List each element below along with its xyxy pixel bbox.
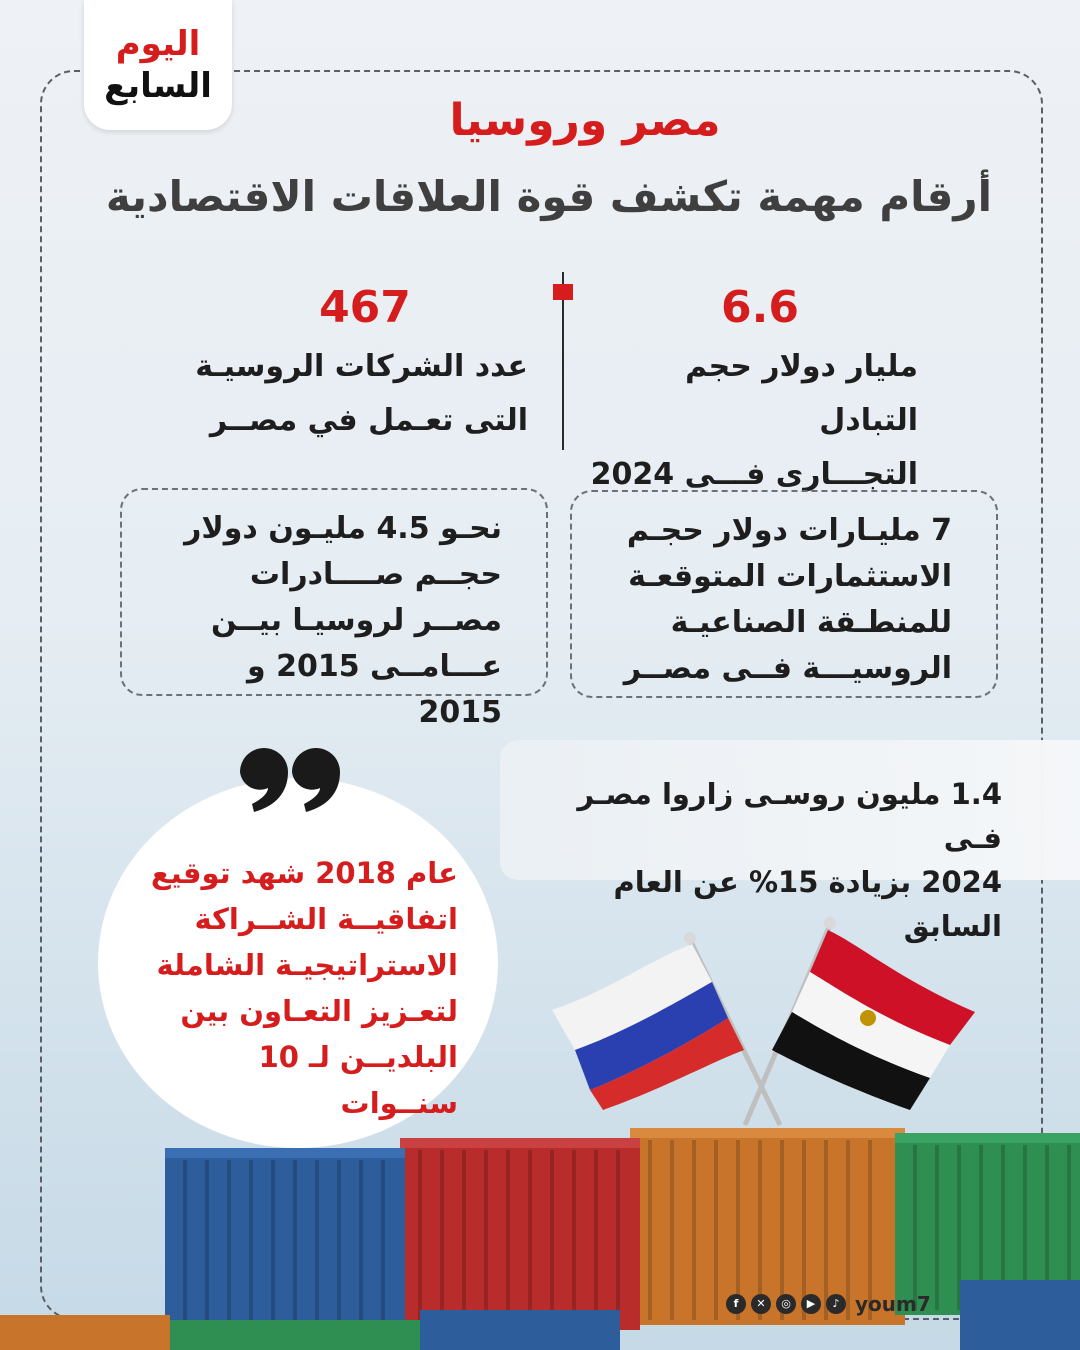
companies-number: 467	[319, 282, 411, 333]
tourists-line2: 2024 بزيادة 15% عن العام السابق	[613, 865, 1002, 943]
russia-flag	[552, 944, 744, 1110]
trade-volume-line2: التجـــارى فـــى 2024	[590, 457, 918, 492]
page-subtitle: أرقام مهمة تكشف قوة العلاقات الاقتصادية	[105, 172, 992, 221]
quote-icon	[236, 744, 344, 814]
egypt-flag	[772, 930, 975, 1110]
companies-line2: التى تعـمل في مصــر	[209, 403, 528, 438]
companies-text	[190, 340, 528, 448]
trade-volume-number: 6.6	[721, 282, 799, 333]
exports-line4: عـــامــى 2015 و 2015	[247, 649, 502, 730]
divider-marker	[553, 284, 573, 300]
investments-box	[570, 490, 998, 698]
exports-line2: حجــم صــــادرات	[249, 557, 502, 592]
social-handle: youm7	[855, 1292, 931, 1316]
exports-box	[120, 488, 548, 730]
facebook-icon[interactable]: f	[726, 1294, 746, 1314]
exports-line1: نحـو 4.5 مليـون دولار	[184, 511, 502, 546]
investments-line4: الروسيـــة فــى مصــر	[623, 651, 952, 686]
quote-line4: لتعـزيز التعـاون بين	[180, 994, 458, 1028]
trade-volume-text	[590, 340, 918, 502]
logo-line1: اليوم	[115, 24, 201, 64]
quote-line2: اتفاقيــة الشــراكة	[194, 902, 458, 936]
instagram-icon[interactable]: ◎	[776, 1294, 796, 1314]
tiktok-icon[interactable]: ♪	[826, 1294, 846, 1314]
investments-line2: الاستثمارات المتوقعـة	[628, 559, 952, 594]
companies-line1: عدد الشركات الروسيـة	[195, 349, 528, 384]
containers-flags-illustration	[0, 900, 1080, 1350]
social-bar	[726, 1292, 931, 1316]
exports-line3: مصــر لروسيـا بيــن	[210, 603, 502, 638]
red-container	[400, 1145, 640, 1330]
youtube-icon[interactable]: ▶	[801, 1294, 821, 1314]
logo-line2: السابع	[104, 66, 212, 106]
quote-line5: البلديــن لـ 10 سنــوات	[258, 1040, 458, 1120]
trade-volume-line1: مليار دولار حجم التبادل	[685, 349, 918, 438]
quote-line3: الاستراتيجيـة الشاملة	[156, 948, 458, 982]
tourists-line1: 1.4 مليون روسـى زاروا مصـر فـى	[577, 777, 1002, 855]
investments-line1: 7 مليـارات دولار حجـم	[626, 513, 952, 548]
x-icon[interactable]: ✕	[751, 1294, 771, 1314]
quote-line1: عام 2018 شهد توقيع	[150, 856, 458, 890]
page-title: مصر وروسيا	[449, 95, 721, 146]
investments-line3: للمنطـقة الصناعيـة	[670, 605, 952, 640]
